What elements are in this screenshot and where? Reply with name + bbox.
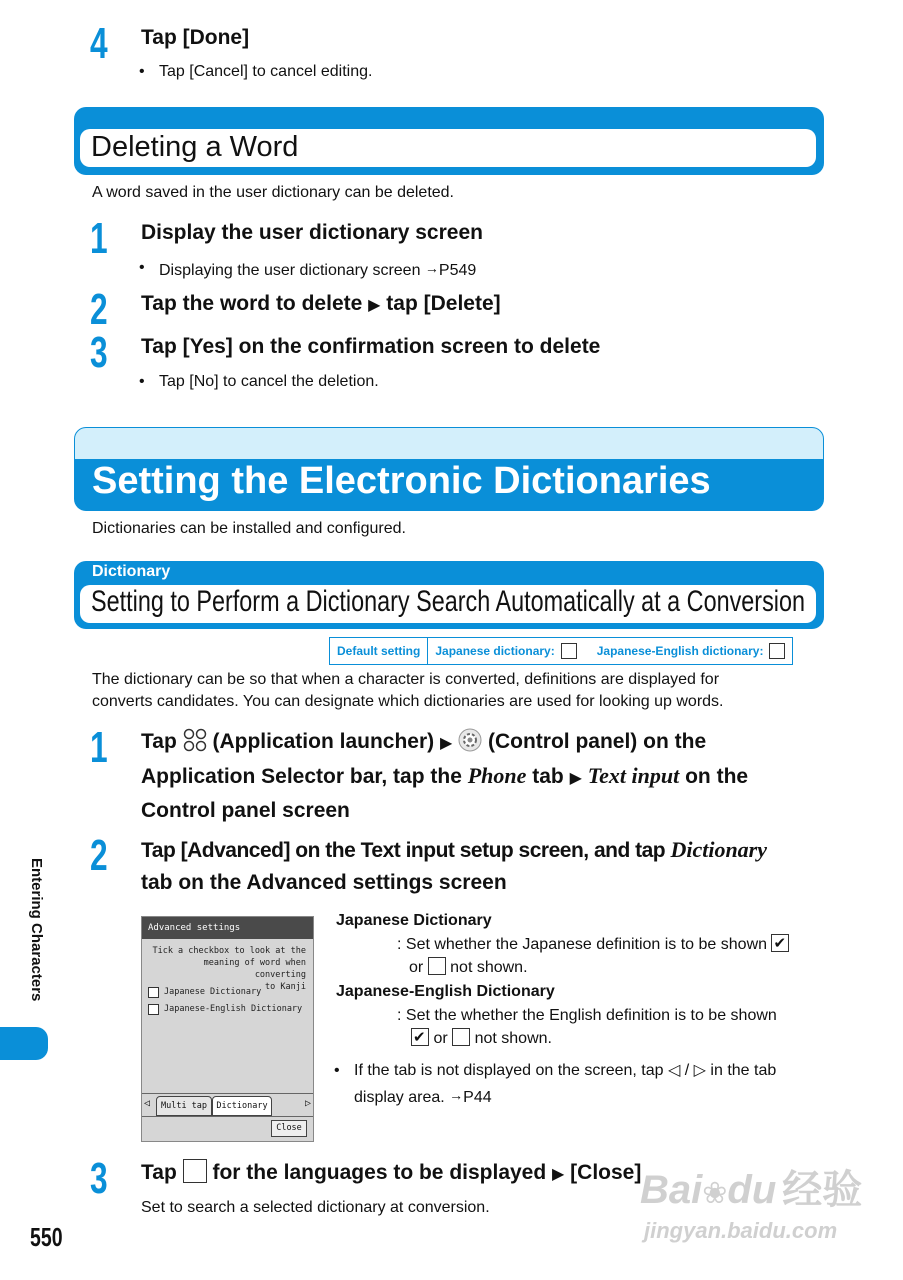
option-label: Japanese Dictionary [164, 987, 262, 997]
phone-title-bar: Advanced settings [142, 917, 313, 939]
tab-dictionary[interactable]: Dictionary [212, 1096, 272, 1116]
control-panel-icon [458, 728, 482, 752]
step-text: Tap [141, 1161, 183, 1184]
step-number: 3 [90, 1154, 108, 1203]
tip-text: in the tab [710, 1062, 777, 1079]
dictionary-header-title: Setting to Perform a Dictionary Search Automatically at a Conversion [91, 585, 806, 618]
watermark-brand: Bai [640, 1168, 703, 1212]
tab-scroll-left-icon[interactable]: ◁ [144, 1098, 151, 1109]
checkbox-icon [428, 957, 446, 975]
bullet-text: Displaying the user dictionary screen [159, 262, 425, 279]
step-text: (Control panel) on the [482, 730, 707, 753]
step-title [141, 288, 501, 322]
step-title [141, 726, 831, 827]
step-text: Tap [Advanced] on the Text input setup screen, and tap [141, 839, 671, 862]
checked-box-icon [411, 1028, 429, 1046]
step-title [141, 1157, 641, 1191]
triangle-arrow-icon: ▶ [439, 735, 453, 752]
arrow-right-icon: → [424, 260, 439, 276]
step-text: tab on the Advanced settings screen [141, 871, 507, 894]
tab-right-icon: ▷ [693, 1062, 706, 1079]
page-ref-link[interactable]: P44 [463, 1089, 492, 1106]
app-launcher-icon [183, 728, 207, 752]
side-section-label: Entering Characters [28, 858, 45, 1002]
step-text: Control panel screen [141, 799, 350, 822]
step-title-part: Tap the word to delete [141, 292, 369, 315]
triangle-arrow-icon: ▶ [368, 297, 381, 314]
checkbox-icon [452, 1028, 470, 1046]
dictionary-desc-line2: converts candidates. You can designate which dictionaries are used for looking up words. [92, 693, 724, 710]
tab-scroll-right-icon[interactable]: ▷ [304, 1098, 311, 1109]
step-text: Tap [141, 730, 183, 753]
step-text: on the [679, 765, 749, 788]
step-bullet: • Tap [Cancel] to cancel editing. [159, 61, 372, 83]
tip-text: / [684, 1062, 690, 1079]
def-text: not shown. [474, 1030, 552, 1047]
checked-box-icon [771, 934, 789, 952]
dictionary-desc-line1: The dictionary can be so that when a character is converted, definitions are displayed for [92, 671, 720, 688]
main-title-banner [74, 427, 824, 511]
watermark-cn: 经验 [782, 1168, 863, 1212]
step-title-part: tap [Delete] [380, 292, 501, 315]
page-ref-link[interactable]: P549 [438, 262, 477, 279]
step-text: for the languages to be displayed [212, 1161, 553, 1184]
step-title: Display the user dictionary screen [141, 221, 483, 244]
def-jp-term: Japanese Dictionary [336, 912, 492, 929]
default-jp-label: Japanese dictionary: [435, 644, 555, 658]
checkbox-icon [769, 643, 785, 659]
def-text: or [409, 959, 424, 976]
phone-message-line: meaning of word when converting [203, 958, 306, 980]
watermark-brand: du [727, 1168, 777, 1212]
tip-text: If the tab is not displayed on the screen, tap [354, 1062, 664, 1079]
arrow-right-icon: → [449, 1087, 464, 1103]
triangle-arrow-icon: ▶ [569, 770, 582, 787]
step-number: 2 [90, 285, 108, 334]
step-text: (Application launcher) [206, 730, 440, 753]
step-number: 4 [90, 19, 108, 68]
phone-close-button[interactable]: Close [271, 1120, 307, 1137]
page-number: 550 [30, 1222, 63, 1252]
default-setting-table [329, 637, 793, 665]
default-setting-values [428, 638, 792, 664]
checkbox-icon [183, 1159, 207, 1183]
step-text: tab [526, 765, 570, 788]
step-number: 2 [90, 831, 108, 880]
phone-tab-label: Phone [467, 763, 527, 788]
tab-multi-tap[interactable]: Multi tap [156, 1096, 212, 1116]
step-text: [Close] [564, 1161, 642, 1184]
def-text: : Set whether the Japanese definition is to be shown [397, 936, 768, 953]
def-text: or [433, 1030, 448, 1047]
triangle-arrow-icon: ▶ [552, 1166, 565, 1183]
default-je-label: Japanese-English dictionary: [596, 644, 764, 658]
def-text: : Set the whether the English definition is to be shown [397, 1007, 777, 1024]
dictionary-label: Dictionary [92, 563, 171, 580]
watermark-url: jingyan.baidu.com [644, 1218, 838, 1243]
def-text: not shown. [450, 959, 528, 976]
text-input-label: Text input [587, 763, 680, 788]
phone-screen-mockup [141, 916, 314, 1142]
checkbox-icon[interactable] [148, 1004, 159, 1015]
phone-tab-bar [142, 1093, 313, 1117]
step-note: Set to search a selected dictionary at conversion. [141, 1199, 490, 1216]
step-title: Tap [Done] [141, 26, 250, 49]
main-title: Setting the Electronic Dictionaries [92, 460, 711, 502]
phone-option-japanese-english[interactable] [148, 1003, 302, 1015]
step-title: Tap [Yes] on the confirmation screen to delete [141, 335, 601, 358]
step-number: 1 [90, 723, 108, 772]
paw-icon: ❀ [702, 1177, 728, 1210]
step-bullet: • Tap [No] to cancel the deletion. [159, 371, 379, 393]
side-section-tab [0, 1027, 48, 1060]
tab-tip [354, 1059, 824, 1110]
phone-message-line: Tick a checkbox to look at the [152, 946, 306, 956]
phone-option-japanese[interactable] [148, 986, 261, 998]
default-setting-label: Default setting [330, 638, 428, 664]
phone-message-line: to Kanji [265, 982, 306, 992]
main-intro: Dictionaries can be installed and configured. [92, 520, 406, 537]
def-je-term: Japanese-English Dictionary [336, 983, 555, 1000]
tab-left-icon: ◁ [667, 1062, 681, 1079]
checkbox-icon[interactable] [148, 987, 159, 998]
option-label: Japanese-English Dictionary [164, 1004, 303, 1014]
def-jp-desc [397, 933, 827, 979]
step-number: 3 [90, 328, 108, 377]
dictionary-tab-label: Dictionary [670, 837, 768, 862]
step-text: Application Selector bar, tap the [141, 765, 468, 788]
def-je-desc [397, 1004, 827, 1050]
tip-text: display area. [354, 1089, 450, 1106]
step-bullet [159, 257, 476, 282]
section-header-title: Deleting a Word [91, 131, 299, 163]
section-intro: A word saved in the user dictionary can be deleted. [92, 184, 454, 201]
step-number: 1 [90, 214, 108, 263]
step-title [141, 834, 841, 899]
checkbox-icon [561, 643, 577, 659]
watermark-logo [640, 1168, 862, 1216]
